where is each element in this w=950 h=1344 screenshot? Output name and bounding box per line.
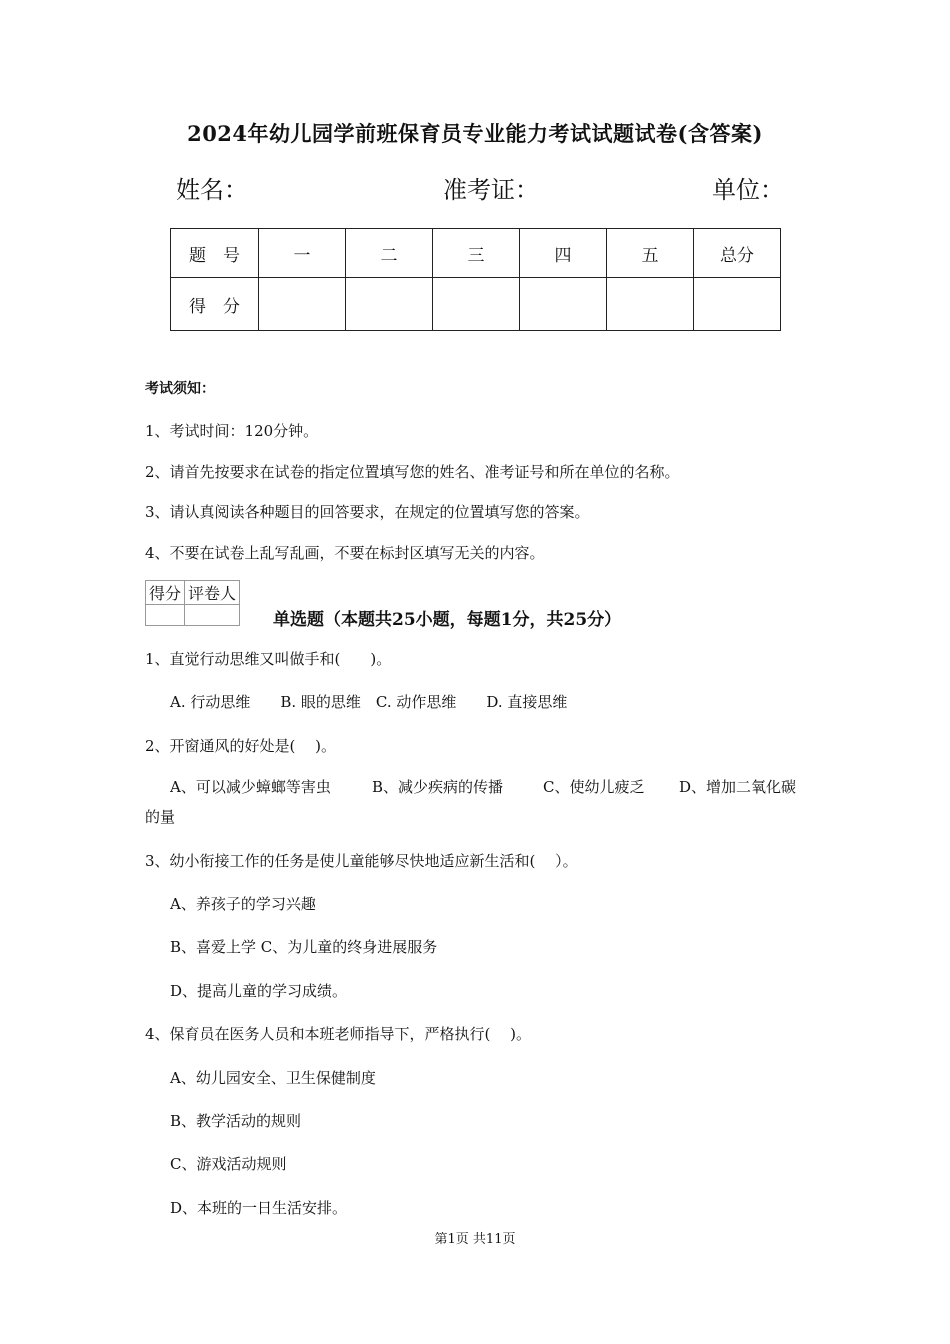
option-c: C、使幼儿疲乏 <box>543 778 645 796</box>
header-cell-question-no: 题 号 <box>171 229 259 278</box>
note-item: 3、请认真阅读各种题目的回答要求，在规定的位置填写您的答案。 <box>145 503 590 521</box>
page-footer: 第1页 共11页 <box>434 1232 516 1247</box>
question-4: 4、保育员在医务人员和本班老师指导下，严格执行( )。 <box>145 1025 532 1043</box>
question-2: 2、开窗通风的好处是( )。 <box>145 737 337 755</box>
score-cell-3[interactable] <box>433 278 520 331</box>
note-item: 2、请首先按要求在试卷的指定位置填写您的姓名、准考证号和所在单位的名称。 <box>145 463 680 481</box>
name-label: 姓名： <box>176 176 248 204</box>
option-b: B、减少疾病的传播 <box>372 778 504 796</box>
question-3-option-d: D、提高儿童的学习成绩。 <box>170 982 348 1000</box>
question-4-option-d: D、本班的一日生活安排。 <box>170 1199 348 1217</box>
unit-label: 单位： <box>712 176 784 204</box>
grader-score-label: 得分 <box>146 581 185 605</box>
score-table-header-row <box>171 229 781 278</box>
grader-name-cell[interactable] <box>185 605 240 626</box>
score-cell-2[interactable] <box>346 278 433 331</box>
question-3: 3、幼小衔接工作的任务是使儿童能够尽快地适应新生活和( ）。 <box>145 852 578 870</box>
score-table <box>170 228 781 331</box>
question-4-option-c: C、游戏活动规则 <box>170 1155 287 1173</box>
header-cell-3: 三 <box>433 229 520 278</box>
exam-number-label: 准考证： <box>443 176 539 204</box>
question-3-option-bc: B、喜爱上学 C、为儿童的终身进展服务 <box>170 938 438 956</box>
question-4-option-a: A、幼儿园安全、卫生保健制度 <box>170 1069 376 1087</box>
question-1-options: A. 行动思维 B. 眼的思维 C. 动作思维 D. 直接思维 <box>170 693 568 711</box>
question-4-option-b: B、教学活动的规则 <box>170 1112 302 1130</box>
question-1: 1、直觉行动思维又叫做手和( )。 <box>145 650 392 668</box>
score-cell-1[interactable] <box>259 278 346 331</box>
page-title: 2024年幼儿园学前班保育员专业能力考试试题试卷(含答案) <box>187 121 763 146</box>
score-cell-4[interactable] <box>520 278 607 331</box>
score-row-label: 得 分 <box>171 278 259 331</box>
header-cell-2: 二 <box>346 229 433 278</box>
score-cell-5[interactable] <box>607 278 694 331</box>
section-title: 单选题（本题共25小题，每题1分，共25分） <box>273 610 622 630</box>
grader-box <box>145 580 240 626</box>
note-item: 1、考试时间：120分钟。 <box>145 422 319 440</box>
header-cell-total: 总分 <box>694 229 781 278</box>
note-item: 4、不要在试卷上乱写乱画，不要在标封区填写无关的内容。 <box>145 544 545 562</box>
grader-name-label: 评卷人 <box>185 581 240 605</box>
grader-score-cell[interactable] <box>146 605 185 626</box>
question-3-option-a: A、养孩子的学习兴趣 <box>170 895 316 913</box>
header-cell-4: 四 <box>520 229 607 278</box>
score-table-score-row <box>171 278 781 331</box>
option-a: A、可以减少蟑螂等害虫 <box>170 778 331 796</box>
question-2-options-continued: 的量 <box>145 808 176 826</box>
header-cell-1: 一 <box>259 229 346 278</box>
header-cell-5: 五 <box>607 229 694 278</box>
score-cell-total[interactable] <box>694 278 781 331</box>
option-d: D、增加二氧化碳 <box>679 778 797 796</box>
notes-title: 考试须知： <box>145 381 215 397</box>
